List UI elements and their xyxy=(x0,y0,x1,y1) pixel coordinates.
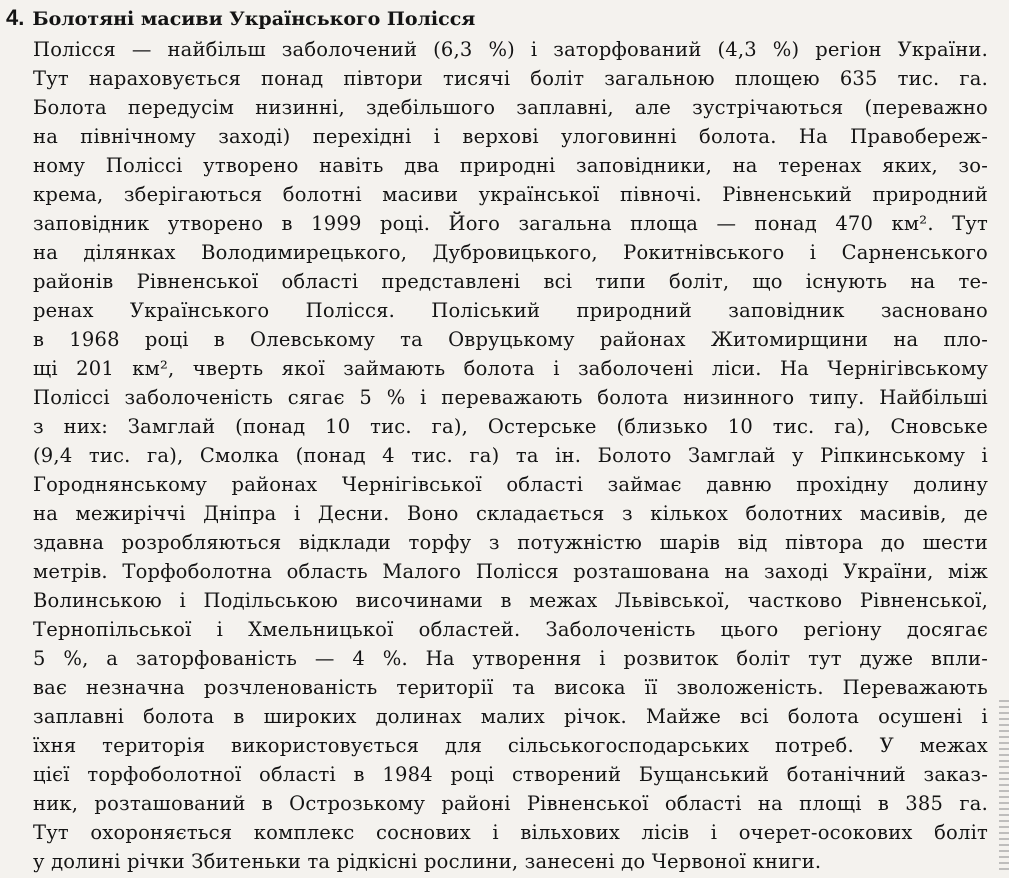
text-line: в 1968 році в Олевському та Овруцькому районах Житомирщини на пло- xyxy=(33,328,988,351)
text-line: Полісся — найбільш заболочений (6,3 %) і заторфований (4,3 %) регіон України. xyxy=(33,38,988,61)
text-line: на межиріччі Дніпра і Десни. Воно складається з кількох болотних масивів, де xyxy=(33,502,988,525)
section-heading xyxy=(6,5,475,32)
text-line: (9,4 тис. га), Смолка (понад 4 тис. га) та ін. Болото Замглай у Ріпкинському і xyxy=(33,444,988,467)
scan-edge-artifact xyxy=(999,700,1009,870)
text-line: ник, розташований в Острозькому районі Рівненської області на площі в 385 га. xyxy=(33,792,988,815)
text-line: Городнянському районах Чернігівської області займає давню прохідну долину xyxy=(33,473,988,496)
text-line: з них: Замглай (понад 10 тис. га), Остерське (близько 10 тис. га), Сновське xyxy=(33,415,988,438)
section-title: Болотяні масиви Українського Полісся xyxy=(32,8,476,30)
text-line: заплавні болота в широких долинах малих річок. Майже всі болота осушені і xyxy=(33,705,988,728)
text-line: щі 201 км², чверть якої займають болота і заболочені ліси. На Чернігівському xyxy=(33,357,988,380)
text-line: заповідник утворено в 1999 році. Його загальна площа — понад 470 км². Тут xyxy=(33,212,988,235)
text-line: на ділянках Володимирецького, Дубровицького, Рокитнівського і Сарненського xyxy=(33,241,988,264)
text-line: ває незначна розчленованість території та висока її зволоженість. Переважають xyxy=(33,676,988,699)
text-line: Поліссі заболоченість сягає 5 % і переважають болота низинного типу. Найбільші xyxy=(33,386,988,409)
text-line: Тут охороняється комплекс соснових і вільхових лісів і очерет-осокових боліт xyxy=(33,821,988,844)
text-line: районів Рівненської області представлені всі типи боліт, що існують на те- xyxy=(33,270,988,293)
text-line: Волинською і Подільською височинами в межах Львівської, частково Рівненської, xyxy=(33,589,988,612)
text-line: у долині річки Збитеньки та рідкісні рослини, занесені до Червоної книги. xyxy=(33,850,822,873)
text-line: ренах Українського Полісся. Поліський природний заповідник засновано xyxy=(33,299,988,322)
text-line: метрів. Торфоболотна область Малого Полісся розташована на заході України, між xyxy=(33,560,988,583)
text-line: 5 %, а заторфованість — 4 %. На утворення і розвиток боліт тут дуже впли- xyxy=(33,647,988,670)
text-line: Болота передусім низинні, здебільшого заплавні, але зустрічаються (переважно xyxy=(33,96,988,119)
text-line: крема, зберігаються болотні масиви української півночі. Рівненський природний xyxy=(33,183,988,206)
text-line: їхня територія використовується для сільськогосподарських потреб. У межах xyxy=(33,734,988,757)
text-line: Тут нараховується понад півтори тисячі боліт загальною площею 635 тис. га. xyxy=(33,67,988,90)
section-number: 4. xyxy=(6,5,25,30)
text-line: Тернопільської і Хмельницької областей. Заболоченість цього регіону досягає xyxy=(33,618,988,641)
text-line: цієї торфоболотної області в 1984 році створений Бущанський ботанічний заказ- xyxy=(33,763,988,786)
text-line: ному Поліссі утворено навіть два природні заповідники, на теренах яких, зо- xyxy=(33,154,988,177)
text-line: на північному заході) перехідні і верхові улоговинні болота. На Правобереж- xyxy=(33,125,988,148)
text-line: здавна розробляються відклади торфу з потужністю шарів від півтора до шести xyxy=(33,531,988,554)
